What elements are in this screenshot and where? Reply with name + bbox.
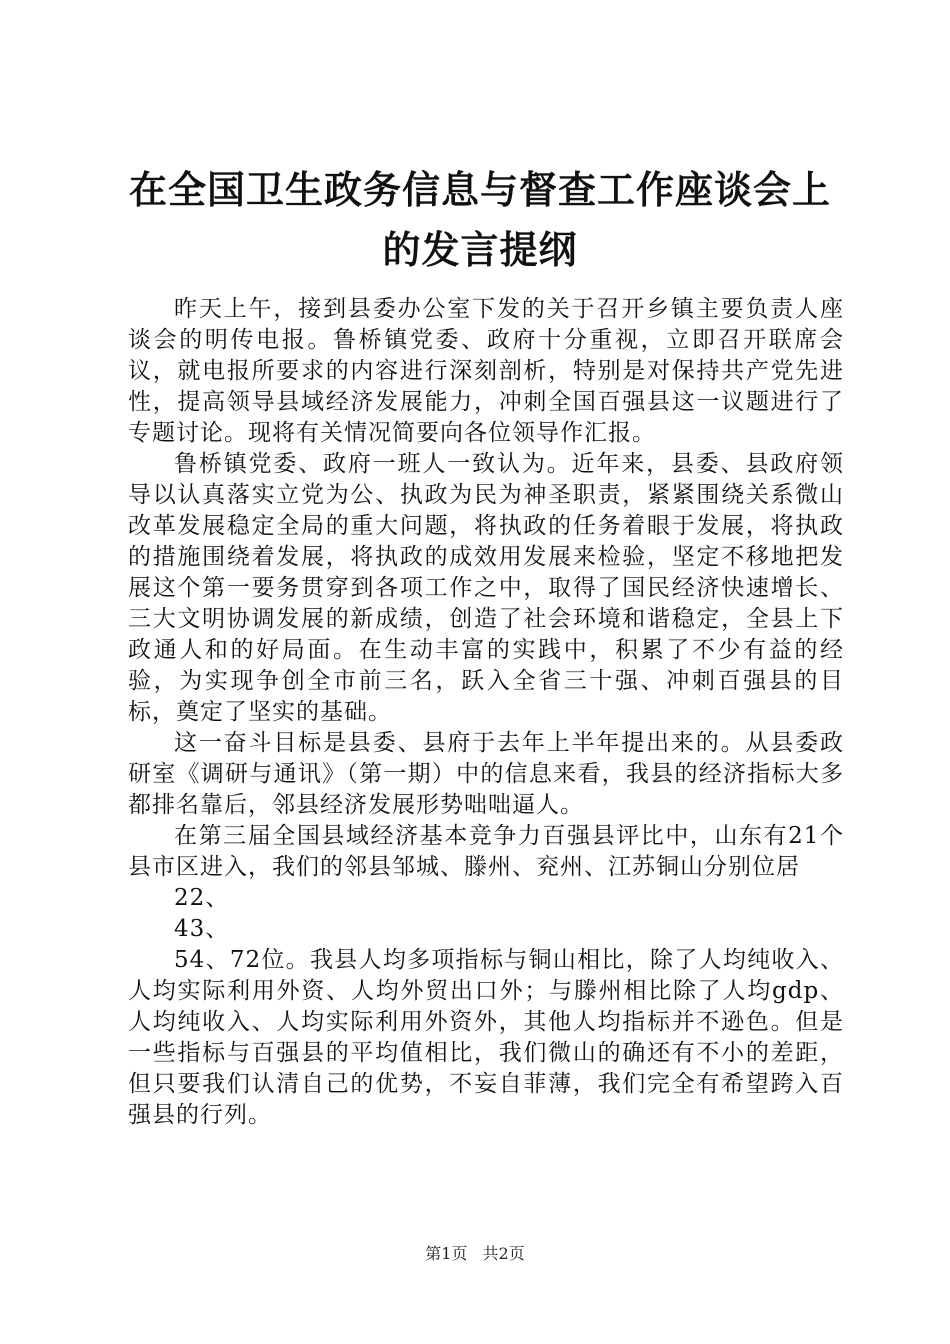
page-footer (0, 1244, 950, 1264)
paragraph-6: 43、 (174, 916, 230, 942)
paragraph-2: 鲁桥镇党委、政府一班人一致认为。近年来，县委、县政府领导以认真落实立党为公、执政为民为神圣职责，紧紧围绕关系微山改革发展稳定全局的重大问题，将执政的任务着眼于发展，将执政的措施围绕着发展，将执政的成效用发展来检验，坚定不移地把发展这个第一要务贯穿到各项工作之中，取得了国民经济快速增长、三大文明协调发展的新成绩，创造了社会环境和谐稳定，全县上下政通人和的好局面。在生动丰富的实践中，积累了不少有益的经验，为实现争创全市前三名，跃入全省三十强、冲刺百强县的目标，奠定了坚实的基础。 (128, 451, 844, 725)
paragraph-3: 这一奋斗目标是县委、县府于去年上半年提出来的。从县委政研室《调研与通讯》（第一期）中的信息来看，我县的经济指标大多都排名靠后，邻县经济发展形势咄咄逼人。 (128, 730, 844, 818)
document-title: 在全国卫生政务信息与督查工作座谈会上的发言提纲 (128, 167, 831, 272)
document-body (128, 294, 844, 1131)
paragraph-7: 54、72位。我县人均多项指标与铜山相比，除了人均纯收入、人均实际利用外资、人均外贸出口外；与滕州相比除了人均gdp、人均纯收入、人均实际利用外资外，其他人均指标并不逊色。但是一些指标与百强县的平均值相比，我们微山的确还有不小的差距，但只要我们认清自己的优势，不妄自菲薄，我们完全有希望跨入百强县的行列。 (128, 947, 844, 1128)
paragraph-1: 昨天上午，接到县委办公室下发的关于召开乡镇主要负责人座谈会的明传电报。鲁桥镇党委、政府十分重视，立即召开联席会议，就电报所要求的内容进行深刻剖析，特别是对保持共产党先进性，提高领导县域经济发展能力，冲刺全国百强县这一议题进行了专题讨论。现将有关情况简要向各位领导作汇报。 (128, 296, 844, 446)
page-total: 共2页 (482, 1244, 525, 1263)
page-number: 第1页 (425, 1244, 468, 1263)
paragraph-4: 在第三届全国县域经济基本竞争力百强县评比中，山东有21个县市区进入，我们的邻县邹城、滕州、兖州、江苏铜山分别位居 (128, 823, 844, 880)
paragraph-5: 22、 (174, 885, 230, 911)
